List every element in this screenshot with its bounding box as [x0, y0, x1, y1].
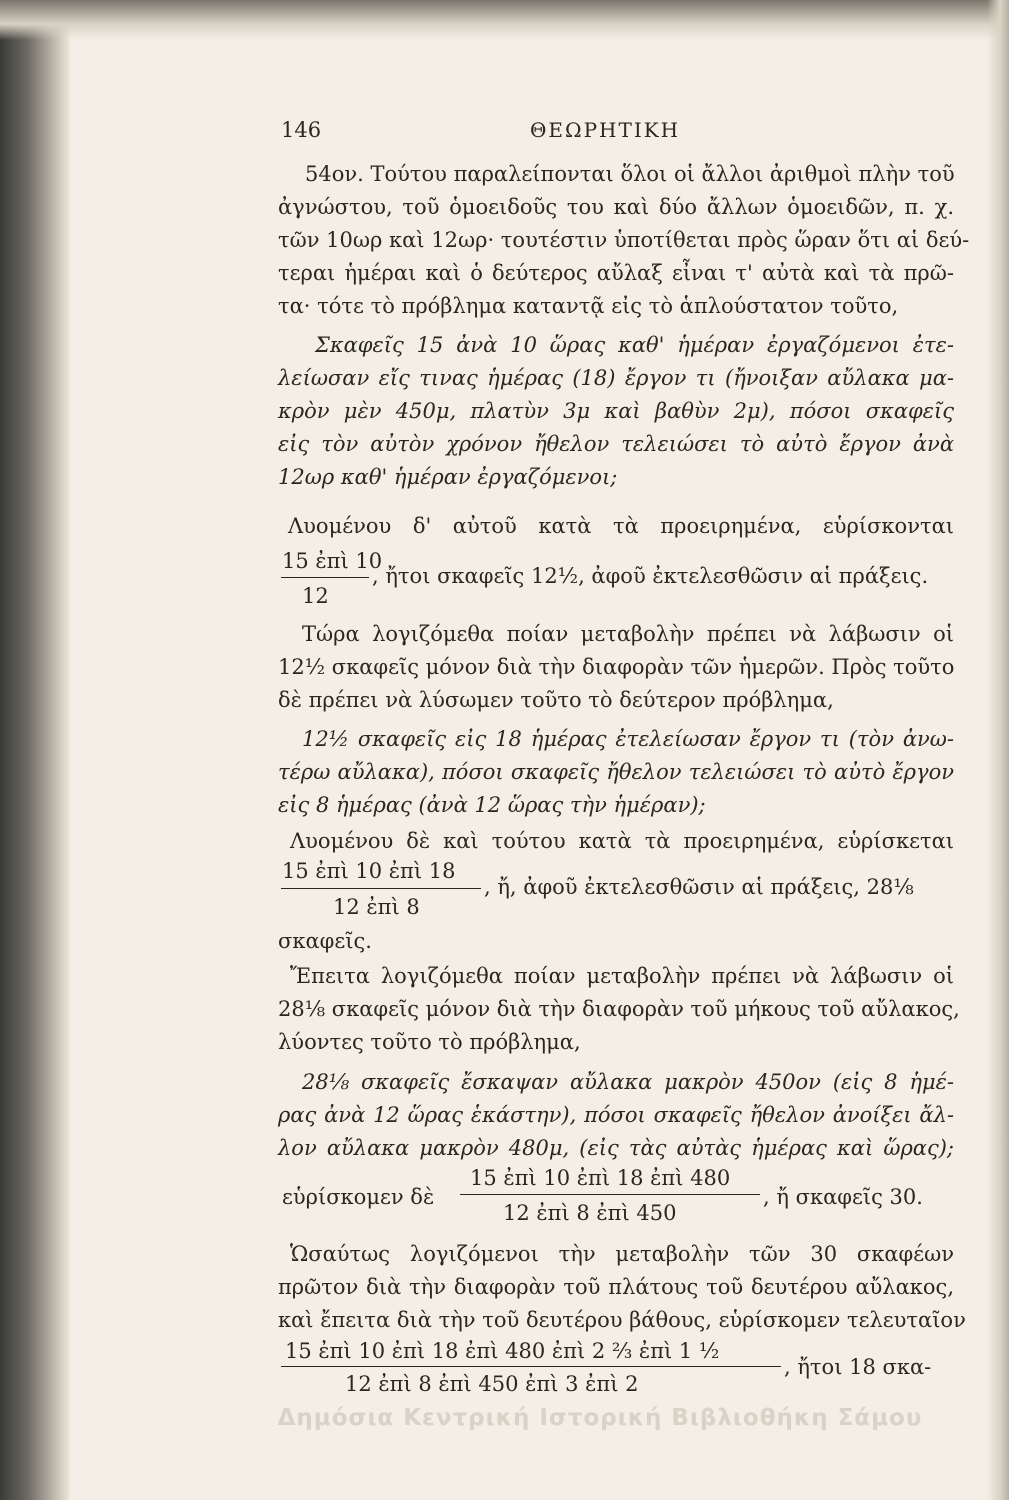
text-line: Τώρα λογιζόμεθα ποίαν μεταβολὴν πρέπει νὰ λάβωσιν οἱ [302, 622, 954, 646]
fraction-bar [281, 1366, 781, 1367]
page-number: 146 [281, 118, 322, 142]
text-line: τῶν 10ωρ καὶ 12ωρ· τουτέστιν ὑποτίθεται πρὸς ὥραν ὅτι αἱ δεύ- [278, 228, 970, 252]
text-line: 12½ σκαφεῖς μόνον διὰ τὴν διαφορὰν τῶν ἡμερῶν. Πρὸς τοῦτο [278, 655, 955, 679]
fraction-result-text: , ἤ, ἀφοῦ ἐκτελεσθῶσιν αἱ πράξεις, 28⅛ [484, 875, 914, 899]
running-head: ΘΕΩΡΗΤΙΚΗ [530, 118, 681, 142]
text-line: Σκαφεῖς 15 ἀνὰ 10 ὥρας καθ' ἡμέραν ἐργαζόμενοι ἐτε- [315, 333, 954, 357]
text-line: 12ωρ καθ' ἡμέραν ἐργαζόμενοι; [278, 465, 618, 489]
fraction-result-text: , ἤ σκαφεῖς 30. [763, 1185, 923, 1209]
fraction-bar [281, 577, 369, 578]
text-line: 54ον. Τούτου παραλείπονται ὅλοι οἱ ἄλλοι ἀριθμοὶ πλὴν τοῦ [305, 162, 955, 186]
fraction-denominator: 12 ἐπὶ 8 [333, 895, 420, 919]
text-line: πρῶτον διὰ τὴν διαφορὰν τοῦ πλάτους τοῦ δευτέρου αὔλακος, [278, 1275, 954, 1299]
fraction-numerator: 15 ἐπὶ 10 ἐπὶ 18 ἐπὶ 480 ἐπὶ 2 ²⁄₃ ἐπὶ 1 ½ [285, 1339, 720, 1363]
library-watermark: Δημόσια Κεντρική Ιστορική Βιβλιοθήκη Σάμου [277, 1405, 923, 1431]
text-line: 28⅛ σκαφεῖς ἔσκαψαν αὔλακα μακρὸν 450ον (εἰς 8 ἡμέ- [302, 1070, 954, 1094]
text-line: καὶ ἔπειτα διὰ τὴν τοῦ δευτέρου βάθους, εὑρίσκομεν τελευταῖον [278, 1308, 966, 1332]
text-line: 12½ σκαφεῖς εἰς 18 ἡμέρας ἐτελείωσαν ἔργον τι (τὸν ἀνω- [302, 727, 954, 751]
text-line: τεραι ἡμέραι καὶ ὁ δεύτερος αὔλαξ εἶναι τ' αὐτὰ καὶ τὰ πρῶ- [278, 261, 954, 285]
text-line: σκαφεῖς. [278, 929, 372, 953]
text-line: Λυομένου δ' αὐτοῦ κατὰ τὰ προειρημένα, εὑρίσκονται [288, 514, 954, 538]
text-line: Ἔπειτα λογιζόμεθα ποίαν μεταβολὴν πρέπει νὰ λάβωσιν οἱ [290, 964, 954, 988]
text-line: λον αὔλακα μακρὸν 480μ, (εἰς τὰς αὐτὰς ἡμέρας καὶ ὥρας); [278, 1136, 954, 1160]
text-line: δὲ πρέπει νὰ λύσωμεν τοῦτο τὸ δεύτερον πρόβλημα, [278, 688, 834, 712]
text-line: εἰς 8 ἡμέρας (ἀνὰ 12 ὥρας τὴν ἡμέραν); [278, 793, 706, 817]
fraction-leading-text: εὑρίσκομεν δὲ [282, 1185, 435, 1209]
text-line: λύοντες τοῦτο τὸ πρόβλημα, [278, 1030, 581, 1054]
text-line: ἀγνώστου, τοῦ ὁμοειδοῦς του καὶ δύο ἄλλων ὁμοειδῶν, π. χ. [278, 195, 954, 219]
text-line: τέρω αὔλακα), πόσοι σκαφεῖς ἤθελον τελειώσει τὸ αὐτὸ ἔργον [278, 760, 954, 784]
fraction-denominator: 12 ἐπὶ 8 ἐπὶ 450 ἐπὶ 3 ἐπὶ 2 [345, 1372, 639, 1396]
text-line: τα· τότε τὸ πρόβλημα καταντᾷ εἰς τὸ ἁπλούστατον τοῦτο, [278, 294, 899, 318]
text-line: Ὡσαύτως λογιζόμενοι τὴν μεταβολὴν τῶν 30 σκαφέων [290, 1242, 954, 1266]
fraction-result-text: , ἤτοι σκαφεῖς 12½, ἀφοῦ ἐκτελεσθῶσιν αἱ πράξεις. [372, 564, 929, 588]
text-line: ρας ἀνὰ 12 ὥρας ἑκάστην), πόσοι σκαφεῖς ἤθελον ἀνοίξει ἄλ- [278, 1103, 954, 1127]
text-line: λείωσαν εἴς τινας ἡμέρας (18) ἔργον τι (ἤνοιξαν αὔλακα μα- [278, 366, 954, 390]
fraction-numerator: 15 ἐπὶ 10 ἐπὶ 18 ἐπὶ 480 [470, 1166, 731, 1190]
text-line: κρὸν μὲν 450μ, πλατὺν 3μ καὶ βαθὺν 2μ), πόσοι σκαφεῖς [278, 399, 954, 423]
fraction-denominator: 12 ἐπὶ 8 ἐπὶ 450 [503, 1201, 677, 1225]
text-line: εἰς τὸν αὐτὸν χρόνον ἤθελον τελειώσει τὸ αὐτὸ ἔργον ἀνὰ [278, 432, 954, 456]
text-line: Λυομένου δὲ καὶ τούτου κατὰ τὰ προειρημένα, εὑρίσκεται [290, 829, 954, 853]
fraction-bar [460, 1194, 760, 1195]
text-line: 28⅛ σκαφεῖς μόνον διὰ τὴν διαφορὰν τοῦ μήκους τοῦ αὔλακος, [278, 997, 960, 1021]
fraction-denominator: 12 [302, 584, 329, 608]
fraction-result-text: , ἤτοι 18 σκα- [784, 1355, 932, 1379]
fraction-numerator: 15 ἐπὶ 10 ἐπὶ 18 [282, 859, 456, 883]
fraction-bar [281, 888, 481, 889]
fraction-numerator: 15 ἐπὶ 10 [282, 549, 383, 573]
